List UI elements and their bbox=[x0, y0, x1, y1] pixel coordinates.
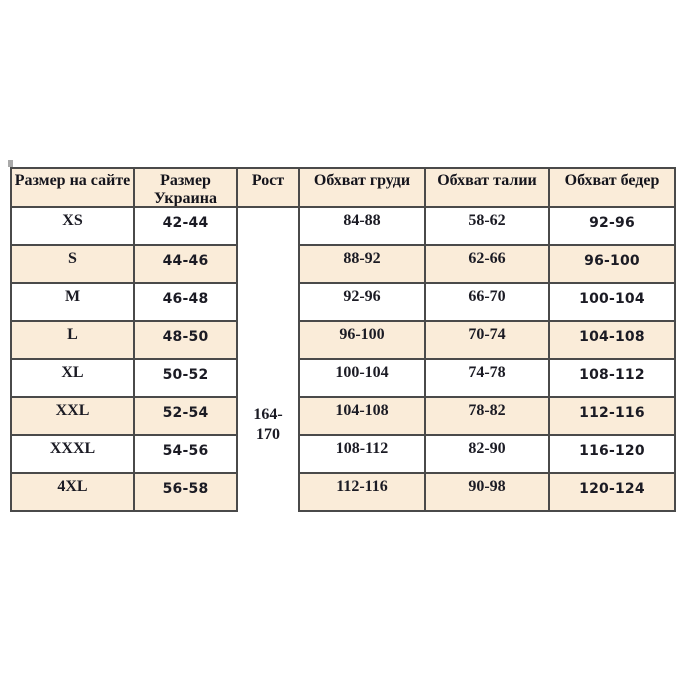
table-cell-xxl-site: XXL bbox=[12, 398, 135, 436]
table-cell-m-chest: 92-96 bbox=[300, 284, 426, 322]
table-cell-l-site: L bbox=[12, 322, 135, 360]
table-cell-4xl-waist: 90-98 bbox=[426, 474, 550, 512]
table-cell-xs-site: XS bbox=[12, 208, 135, 246]
table-cell-l-waist: 70-74 bbox=[426, 322, 550, 360]
corner-artifact bbox=[8, 160, 13, 167]
header-height: Рост bbox=[238, 169, 300, 208]
table-grid bbox=[12, 169, 676, 512]
table-cell-xl-ukraine: 50-52 bbox=[135, 360, 238, 398]
table-cell-xxl-chest: 104-108 bbox=[300, 398, 426, 436]
table-cell-xs-waist: 58-62 bbox=[426, 208, 550, 246]
table-cell-s-site: S bbox=[12, 246, 135, 284]
table-cell-xl-waist: 74-78 bbox=[426, 360, 550, 398]
table-cell-s-waist: 62-66 bbox=[426, 246, 550, 284]
header-waist: Обхват талии bbox=[426, 169, 550, 208]
table-cell-4xl-site: 4XL bbox=[12, 474, 135, 512]
header-hips: Обхват бедер bbox=[550, 169, 676, 208]
table-cell-xxxl-ukraine: 54-56 bbox=[135, 436, 238, 474]
size-chart-table bbox=[10, 167, 676, 512]
table-cell-xxxl-waist: 82-90 bbox=[426, 436, 550, 474]
table-cell-xl-chest: 100-104 bbox=[300, 360, 426, 398]
header-chest: Обхват груди bbox=[300, 169, 426, 208]
table-cell-m-site: M bbox=[12, 284, 135, 322]
table-cell-xxl-waist: 78-82 bbox=[426, 398, 550, 436]
table-cell-xxxl-site: XXXL bbox=[12, 436, 135, 474]
table-cell-xxxl-hips: 116-120 bbox=[550, 436, 676, 474]
table-cell-l-ukraine: 48-50 bbox=[135, 322, 238, 360]
table-cell-s-hips: 96-100 bbox=[550, 246, 676, 284]
table-cell-m-waist: 66-70 bbox=[426, 284, 550, 322]
height-value bbox=[238, 405, 298, 445]
table-cell-m-hips: 100-104 bbox=[550, 284, 676, 322]
table-cell-l-chest: 96-100 bbox=[300, 322, 426, 360]
table-cell-xl-site: XL bbox=[12, 360, 135, 398]
table-cell-s-ukraine: 44-46 bbox=[135, 246, 238, 284]
table-cell-xxl-ukraine: 52-54 bbox=[135, 398, 238, 436]
table-cell-xxl-hips: 112-116 bbox=[550, 398, 676, 436]
table-cell-xl-hips: 108-112 bbox=[550, 360, 676, 398]
table-cell-m-ukraine: 46-48 bbox=[135, 284, 238, 322]
table-cell-xxxl-chest: 108-112 bbox=[300, 436, 426, 474]
table-cell-xs-hips: 92-96 bbox=[550, 208, 676, 246]
height-value-line1: 164- bbox=[253, 406, 283, 423]
table-cell-xs-chest: 84-88 bbox=[300, 208, 426, 246]
table-cell-xs-ukraine: 42-44 bbox=[135, 208, 238, 246]
table-cell-4xl-hips: 120-124 bbox=[550, 474, 676, 512]
height-merged-cell bbox=[238, 208, 300, 512]
table-cell-s-chest: 88-92 bbox=[300, 246, 426, 284]
table-cell-4xl-chest: 112-116 bbox=[300, 474, 426, 512]
height-value-line2: 170 bbox=[256, 426, 280, 443]
table-cell-4xl-ukraine: 56-58 bbox=[135, 474, 238, 512]
table-cell-l-hips: 104-108 bbox=[550, 322, 676, 360]
header-size-ukraine: Размер Украина bbox=[135, 169, 238, 208]
header-size-site: Размер на сайте bbox=[12, 169, 135, 208]
